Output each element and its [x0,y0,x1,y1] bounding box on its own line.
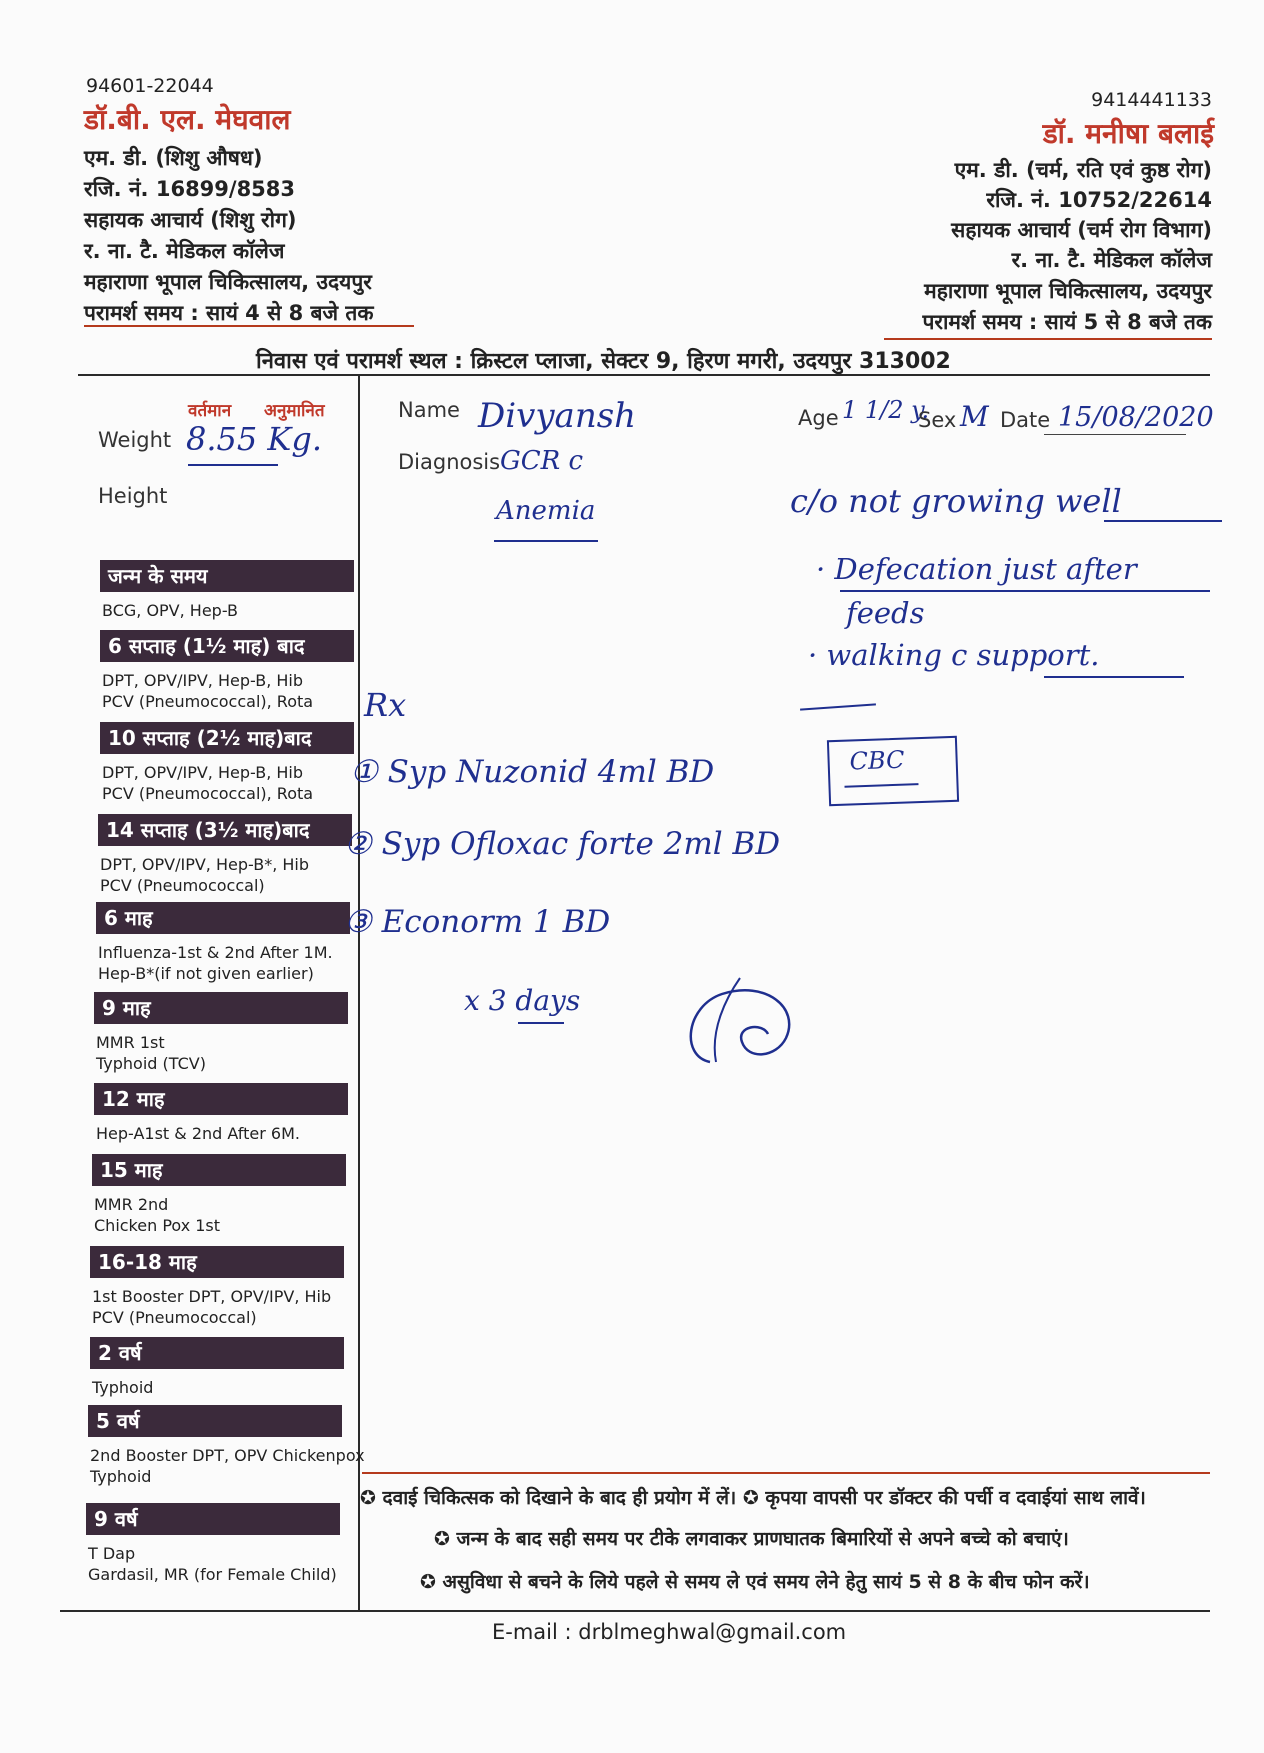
vaccine-line: T Dap [88,1544,136,1563]
vaccine-line: DPT, OPV/IPV, Hep-B, Hib [102,763,303,782]
vaccine-section-heading: 16-18 माह [90,1246,344,1278]
vaccine-line: DPT, OPV/IPV, Hep-B*, Hib [100,855,309,874]
footer-divider [60,1610,1210,1612]
sex-value: M [960,400,989,433]
patient-name: Divyansh [478,396,637,436]
duration-underline [518,1022,564,1024]
vaccine-section-body [90,1445,365,1487]
left-doctor-post: सहायक आचार्य (शिशु रोग) [84,208,297,232]
complaint-line-3: feeds [846,596,925,630]
right-doctor-timing: परामर्श समय : सायं 5 से 8 बजे तक [922,310,1212,334]
complaint-line-4: · walking c support. [808,638,1100,672]
footer-email: E-mail : drblmeghwal@gmail.com [492,1620,847,1644]
rx-item-2: ② Syp Ofloxac forte 2ml BD [344,826,781,862]
right-doctor-post: सहायक आचार्य (चर्म रोग विभाग) [951,218,1212,242]
left-doctor-college: र. ना. टै. मेडिकल कॉलेज [84,239,285,263]
date-label: Date [1000,408,1051,432]
name-label: Name [398,398,460,422]
vaccine-section-heading: 5 वर्ष [88,1405,342,1437]
vaccine-section-body [92,1286,331,1328]
vaccine-section-heading: 6 माह [96,902,350,934]
left-doctor-degree: एम. डी. (शिशु औषध) [84,146,263,170]
date-value: 15/08/2020 [1058,402,1214,433]
vaccine-section-heading: 15 माह [92,1154,346,1186]
vaccine-section-heading: 9 माह [94,992,348,1024]
vaccine-line: Hep-B*(if not given earlier) [98,964,314,983]
left-doctor-reg: रजि. नं. 16899/8583 [84,177,296,201]
vaccine-section-heading: 9 वर्ष [86,1503,340,1535]
vaccine-line: 1st Booster DPT, OPV/IPV, Hib [92,1287,332,1306]
age-label: Age [798,406,839,430]
complaint-underline-4 [1044,676,1184,678]
current-label: वर्तमान [188,401,232,421]
rx-item-3: ③ Econorm 1 BD [344,904,611,940]
complaint-line-1: c/o not growing well [790,482,1122,520]
clinic-address: निवास एवं परामर्श स्थल : क्रिस्टल प्लाजा, सेक्टर 9, हिरण मगरी, उदयपुर 313002 [256,349,951,374]
vaccine-section-heading: 6 सप्ताह (1½ माह) बाद [100,630,354,662]
diagnosis-value: GCR c [500,446,584,476]
vaccine-section-body [96,1032,206,1074]
vaccine-section-heading: जन्म के समय [100,560,354,592]
vaccine-line: MMR 1st [96,1033,165,1052]
vaccine-section-body [94,1194,220,1236]
diagnosis-value-2: Anemia [496,496,596,526]
vaccine-section-body [88,1543,337,1585]
vaccine-line: PCV (Pneumococcal), Rota [102,784,314,803]
vaccine-line: Typhoid [90,1467,152,1486]
complaint-underline-2 [840,590,1210,592]
rx-item-1: ① Syp Nuzonid 4ml BD [350,754,715,790]
date-underline [1044,434,1186,435]
right-doctor-hospital: महाराणा भूपाल चिकित्सालय, उदयपुर [924,279,1212,303]
vaccine-line: Hep-A1st & 2nd After 6M. [96,1124,300,1143]
vaccine-section-body [100,854,309,896]
vaccine-line: Influenza-1st & 2nd After 1M. [98,943,333,962]
left-doctor-hospital: महाराणा भूपाल चिकित्सालय, उदयपुर [84,270,372,294]
left-doctor-timing: परामर्श समय : सायं 4 से 8 बजे तक [84,301,374,325]
vaccine-line: Gardasil, MR (for Female Child) [88,1565,337,1584]
vaccine-section-body [96,1123,300,1144]
vaccine-line: Chicken Pox 1st [94,1216,221,1235]
vaccine-line: PCV (Pneumococcal) [92,1308,257,1327]
right-timing-underline [884,338,1212,340]
complaint-line-2: · Defecation just after [816,552,1137,586]
left-doctor-phone: 94601-22044 [86,75,214,97]
rx-symbol: Rx [364,686,407,724]
vaccine-section-body [92,1377,153,1398]
sex-label: Sex [918,408,957,432]
sidebar-divider [358,376,360,1610]
right-doctor-phone: 9414441133 [1091,89,1212,111]
vaccine-line: PCV (Pneumococcal), Rota [102,692,314,711]
age-value: 1 1/2 y. [842,396,930,424]
vaccine-section-body [98,942,333,984]
left-timing-underline [84,325,414,327]
notice-divider [362,1472,1210,1474]
right-doctor-degree: एम. डी. (चर्म, रति एवं कुष्ठ रोग) [954,158,1212,182]
weight-value: 8.55 Kg. [186,420,322,458]
vaccine-line: PCV (Pneumococcal) [100,876,265,895]
vaccine-line: Typhoid [92,1378,154,1397]
investigation-test: CBC [849,745,905,776]
vaccine-section-heading: 2 वर्ष [90,1337,344,1369]
vaccine-section-heading: 12 माह [94,1083,348,1115]
weight-underline [188,464,278,466]
address-divider [78,374,1210,376]
rx-duration: x 3 days [464,984,581,1017]
vaccine-section-heading: 10 सप्ताह (2½ माह)बाद [100,722,354,754]
vaccine-section-heading: 14 सप्ताह (3½ माह)बाद [98,814,352,846]
investigation-underline [844,783,918,788]
vaccine-line: BCG, OPV, Hep-B [102,601,239,620]
notice-line-1: ✪ दवाई चिकित्सक को दिखाने के बाद ही प्रयोग में लें। ✪ कृपया वापसी पर डॉक्टर की पर्ची व दवाईयां साथ लावें। [360,1487,1146,1509]
vaccine-line: Typhoid (TCV) [96,1054,206,1073]
vaccine-section-body [102,600,238,621]
diagnosis-label: Diagnosis [398,450,501,474]
vaccine-line: MMR 2nd [94,1195,169,1214]
vaccine-line: 2nd Booster DPT, OPV Chickenpox [90,1446,365,1465]
right-doctor-college: र. ना. टै. मेडिकल कॉलेज [1011,248,1212,272]
complaint-underline-1 [1104,520,1222,522]
left-doctor-name: डॉ.बी. एल. मेघवाल [84,103,291,136]
vaccine-line: DPT, OPV/IPV, Hep-B, Hib [102,671,303,690]
vaccine-section-body [102,762,313,804]
vaccine-section-body [102,670,313,712]
notice-line-3: ✪ असुविधा से बचने के लिये पहले से समय ले एवं समय लेने हेतु सायं 5 से 8 के बीच फोन करें। [420,1571,1090,1593]
notice-line-2: ✪ जन्म के बाद सही समय पर टीके लगवाकर प्राणघातक बिमारियों से अपने बच्चे को बचाएं। [434,1528,1069,1550]
scribble-strike [800,703,876,710]
doctor-signature [676,970,808,1074]
investigation-box [827,736,959,806]
right-doctor-reg: रजि. नं. 10752/22614 [986,188,1212,212]
diagnosis-underline [494,540,598,542]
height-label: Height [98,484,168,508]
right-doctor-name: डॉ. मनीषा बलाई [1042,117,1214,150]
weight-label: Weight [98,428,172,452]
expected-label: अनुमानित [264,401,325,421]
